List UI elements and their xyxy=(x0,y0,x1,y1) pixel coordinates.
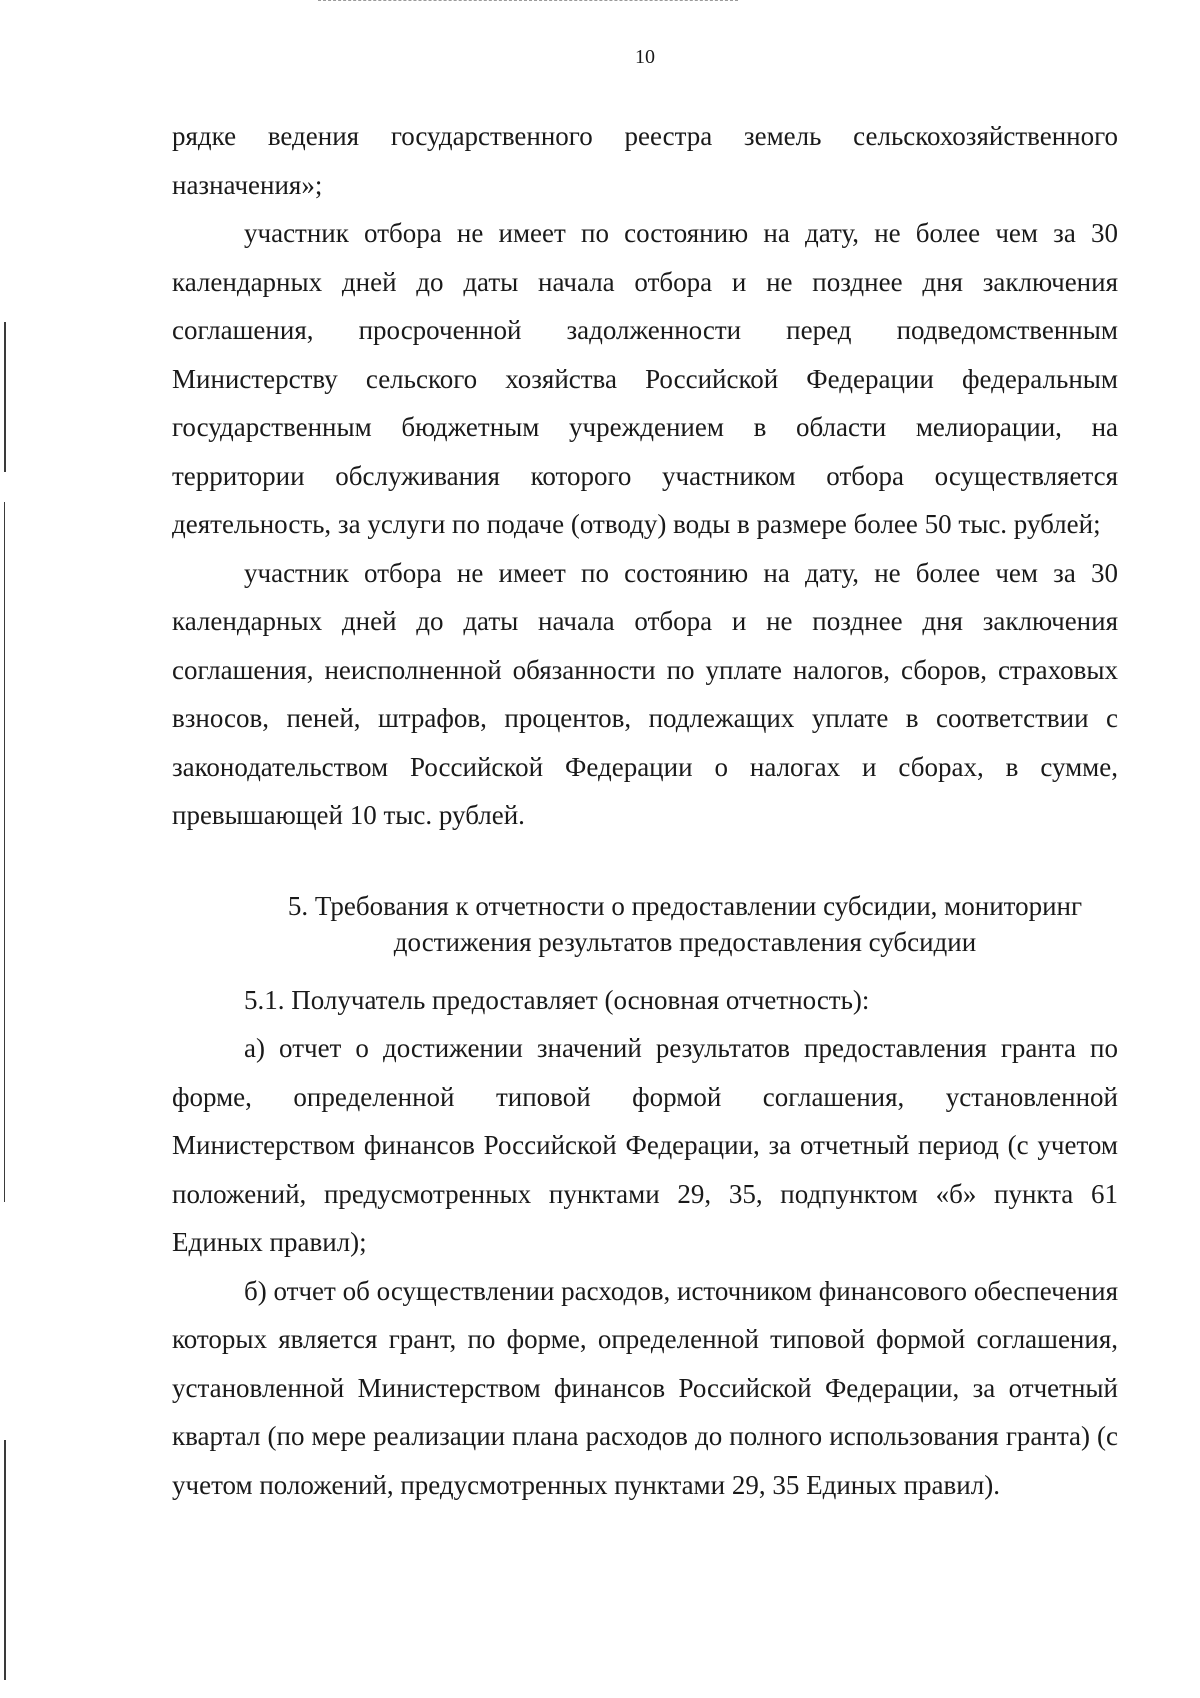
document-body xyxy=(172,112,1118,1509)
paragraph: б) отчет об осуществлении расходов, источником финансового обеспечения которых является грант, по форме, определенной типовой формой соглашения, установленной Министерством финансов Российской Федерации, за отчетный квартал (по мере реализации плана расходов до полного использования гранта) (с учетом положений, предусмотренных пунктами 29, 35 Единых правил). xyxy=(172,1275,1118,1500)
paragraph-continuation: рядке ведения государственного реестра земель сельскохозяйственного назначения»; xyxy=(172,121,1118,200)
paragraph: участник отбора не имеет по состоянию на дату, не более чем за 30 календарных дней до даты начала отбора и не позднее дня заключения соглашения, неисполненной обязанности по уплате налогов, сборов, страховых взносов, пеней, штрафов, процентов, подлежащих уплате в соответствии с законодательством Российской Федерации о налогах и сборах, в сумме, превышающей 10 тыс. рублей. xyxy=(172,557,1118,830)
section-heading-line: 5. Требования к отчетности о предоставлении субсидии, мониторинг xyxy=(287,890,1083,921)
scan-margin-line xyxy=(4,502,5,1202)
scan-top-edge xyxy=(318,0,738,1)
section-heading-line: достижения результатов предоставления субсидии xyxy=(393,926,977,957)
page-number: 10 xyxy=(635,46,655,68)
scan-margin-line xyxy=(4,1440,6,1680)
scan-margin-line xyxy=(4,322,6,472)
section-heading xyxy=(172,888,1118,960)
paragraph: 5.1. Получатель предоставляет (основная отчетность): xyxy=(244,984,870,1015)
paragraph: а) отчет о достижении значений результатов предоставления гранта по форме, определенной типовой формой соглашения, установленной Министерством финансов Российской Федерации, за отчетный период (с учетом положений, предусмотренных пунктами 29, 35, подпунктом «б» пункта 61 Единых правил); xyxy=(172,1033,1118,1257)
paragraph: участник отбора не имеет по состоянию на дату, не более чем за 30 календарных дней до даты начала отбора и не позднее дня заключения соглашения, просроченной задолженности перед подведомственным Министерству сельского хозяйства Российской Федерации федеральным государственным бюджетным учреждением в области мелиорации, на территории обслуживания которого участником отбора осуществляется деятельность, за услуги по подаче (отводу) воды в размере более 50 тыс. рублей; xyxy=(172,218,1118,539)
